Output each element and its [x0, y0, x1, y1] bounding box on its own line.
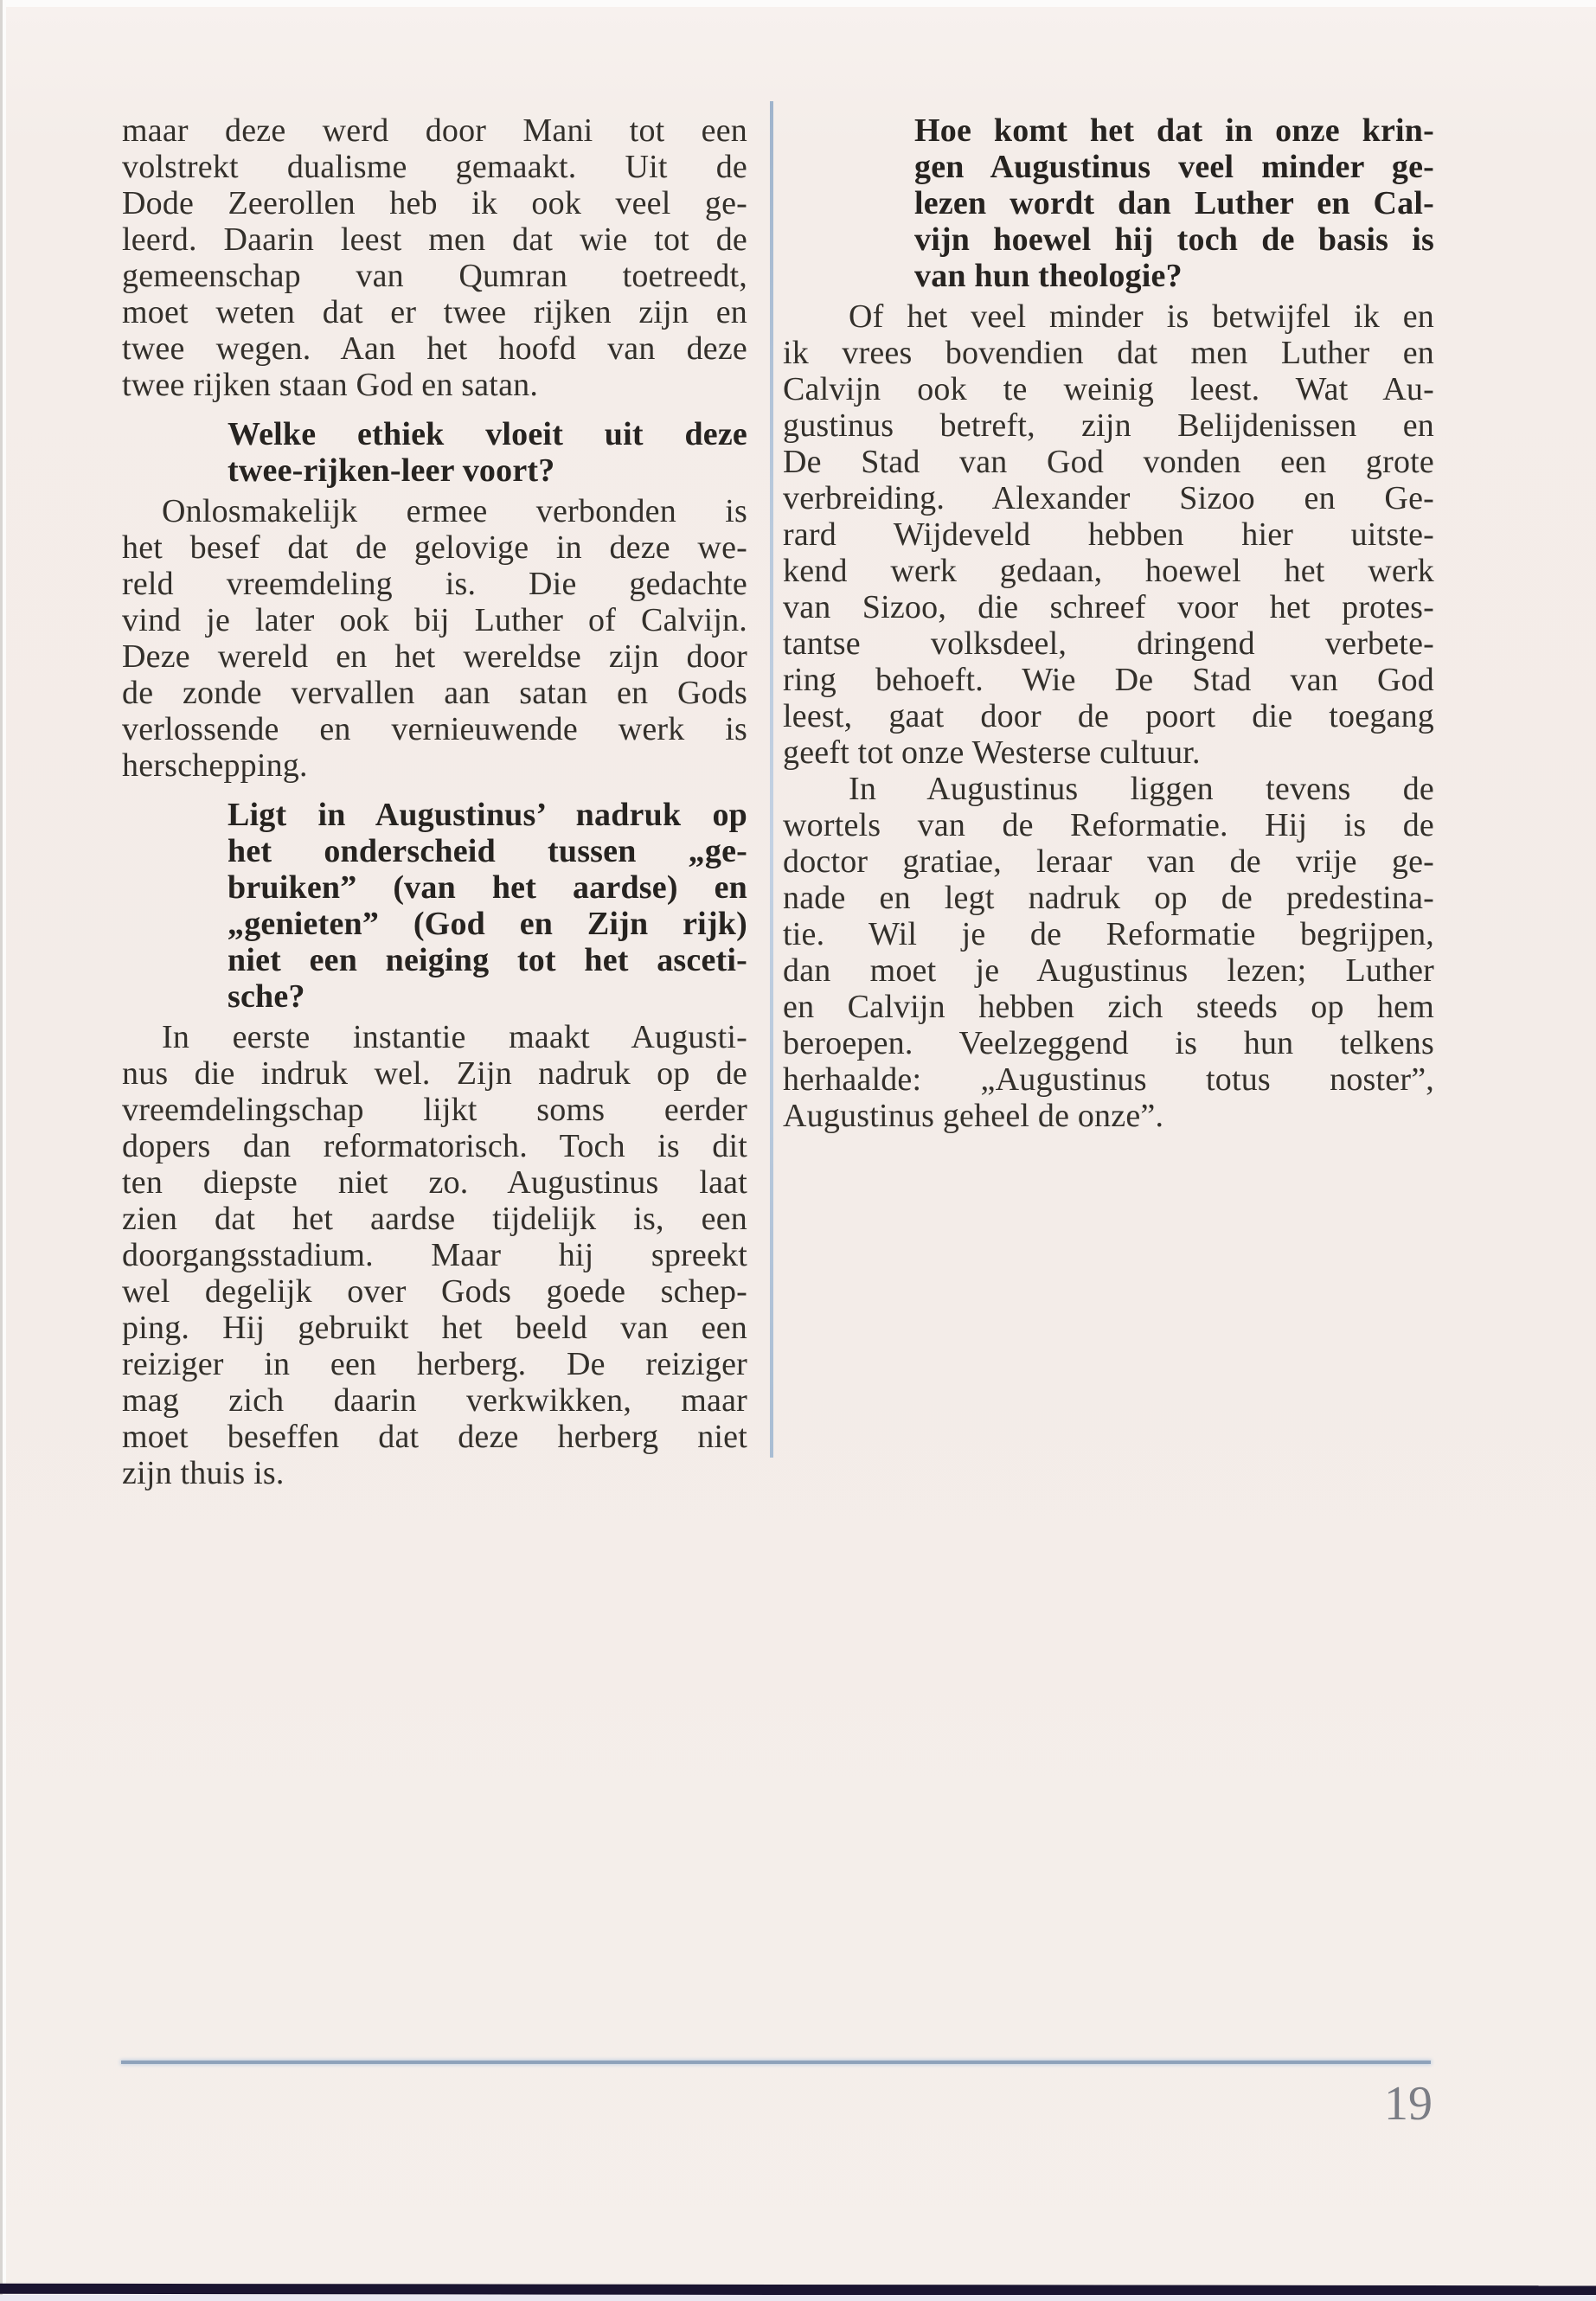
text-line: volstrekt dualisme gemaakt. Uit de: [122, 149, 747, 185]
text-line: herhaalde: „Augustinus totus noster”,: [783, 1061, 1434, 1098]
text-line: van Sizoo, die schreef voor het protes-: [783, 589, 1434, 625]
text-line: dopers dan reformatorisch. Toch is dit: [122, 1128, 747, 1164]
text-line: De Stad van God vonden een grote: [783, 444, 1434, 480]
text-line: twee rijken staan God en satan.: [122, 367, 539, 403]
text-column-left: [122, 112, 747, 1491]
question-heading: [228, 416, 747, 489]
question-heading: [914, 112, 1434, 294]
text-line: mag zich daarin verkwikken, maar: [122, 1382, 747, 1419]
text-line: Of het veel minder is betwijfel ik en: [849, 298, 1434, 335]
text-line: beroepen. Veelzeggend is hun telkens: [783, 1025, 1434, 1061]
text-column-right: [783, 112, 1434, 1134]
scan-edge-bottom-light: [0, 2295, 1596, 2301]
text-line: ping. Hij gebruikt het beeld van een: [122, 1310, 747, 1346]
text-line: Hoe komt het dat in onze krin-: [914, 112, 1434, 149]
text-line: reiziger in een herberg. De reiziger: [122, 1346, 747, 1382]
text-line: vind je later ook bij Luther of Calvijn.: [122, 602, 747, 638]
paragraph: [122, 1019, 747, 1491]
question-heading: [228, 797, 747, 1015]
text-line: dan moet je Augustinus lezen; Luther: [783, 952, 1434, 989]
text-line: het besef dat de gelovige in deze we-: [122, 529, 747, 566]
text-line: maar deze werd door Mani tot een: [122, 112, 747, 149]
text-line: niet een neiging tot het asceti-: [228, 942, 747, 978]
text-line: ten diepste niet zo. Augustinus laat: [122, 1164, 747, 1201]
text-line: moet beseffen dat deze herberg niet: [122, 1419, 747, 1455]
text-line: In Augustinus liggen tevens de: [849, 771, 1434, 807]
text-line: gustinus betreft, zijn Belijdenissen en: [783, 407, 1434, 444]
text-line: vreemdelingschap lijkt soms eerder: [122, 1092, 747, 1128]
text-line: ik vrees bovendien dat men Luther en: [783, 335, 1434, 371]
text-line: twee wegen. Aan het hoofd van deze: [122, 330, 747, 367]
paragraph: [783, 771, 1434, 1134]
text-line: moet weten dat er twee rijken zijn en: [122, 294, 747, 330]
text-line: gemeenschap van Qumran toetreedt,: [122, 258, 747, 294]
text-line: Dode Zeerollen heb ik ook veel ge-: [122, 185, 747, 221]
text-line: tantse volksdeel, dringend verbete-: [783, 625, 1434, 662]
text-line: nus die indruk wel. Zijn nadruk op de: [122, 1055, 747, 1092]
footer-rule: [121, 2061, 1431, 2064]
text-line: wel degelijk over Gods goede schep-: [122, 1273, 747, 1310]
text-line: de zonde vervallen aan satan en Gods: [122, 675, 747, 711]
text-line: tie. Wil je de Reformatie begrijpen,: [783, 916, 1434, 952]
paragraph: [122, 493, 747, 784]
text-line: bruiken” (van het aardse) en: [228, 869, 747, 906]
text-line: Calvijn ook te weinig leest. Wat Au-: [783, 371, 1434, 407]
text-line: Welke ethiek vloeit uit deze: [228, 416, 747, 452]
text-line: reld vreemdeling is. Die gedachte: [122, 566, 747, 602]
text-line: leerd. Daarin leest men dat wie tot de: [122, 221, 747, 258]
text-line: zijn thuis is.: [122, 1455, 285, 1491]
text-line: kend werk gedaan, hoewel het werk: [783, 553, 1434, 589]
text-line: Ligt in Augustinus’ nadruk op: [228, 797, 747, 833]
column-divider-line: [770, 101, 773, 1458]
text-line: In eerste instantie maakt Augusti-: [162, 1019, 747, 1055]
text-line: sche?: [228, 978, 305, 1015]
text-line: ring behoeft. Wie De Stad van God: [783, 662, 1434, 698]
text-line: van hun theologie?: [914, 258, 1183, 294]
text-line: Augustinus geheel de onze”.: [783, 1098, 1164, 1134]
text-line: leest, gaat door de poort die toegang: [783, 698, 1434, 734]
text-line: doorgangsstadium. Maar hij spreekt: [122, 1237, 747, 1273]
paragraph: [783, 298, 1434, 771]
text-line: doctor gratiae, leraar van de vrije ge-: [783, 843, 1434, 880]
text-line: twee-rijken-leer voort?: [228, 452, 555, 489]
text-line: zien dat het aardse tijdelijk is, een: [122, 1201, 747, 1237]
text-line: Onlosmakelijk ermee verbonden is: [162, 493, 747, 529]
text-line: rard Wijdeveld hebben hier uitste-: [783, 516, 1434, 553]
text-line: het onderscheid tussen „ge-: [228, 833, 747, 869]
text-line: verlossende en vernieuwende werk is: [122, 711, 747, 747]
text-line: gen Augustinus veel minder ge-: [914, 149, 1434, 185]
text-line: herschepping.: [122, 747, 308, 784]
text-line: lezen wordt dan Luther en Cal-: [914, 185, 1434, 221]
text-line: nade en legt nadruk op de predestina-: [783, 880, 1434, 916]
paragraph: [122, 112, 747, 403]
text-line: en Calvijn hebben zich steeds op hem: [783, 989, 1434, 1025]
text-line: verbreiding. Alexander Sizoo en Ge-: [783, 480, 1434, 516]
text-line: wortels van de Reformatie. Hij is de: [783, 807, 1434, 843]
text-line: „genieten” (God en Zijn rijk): [228, 906, 747, 942]
text-line: Deze wereld en het wereldse zijn door: [122, 638, 747, 675]
scan-edge-left: [0, 0, 3, 2301]
text-line: vijn hoewel hij toch de basis is: [914, 221, 1434, 258]
text-line: geeft tot onze Westerse cultuur.: [783, 734, 1201, 771]
page-number: 19: [1384, 2077, 1433, 2131]
